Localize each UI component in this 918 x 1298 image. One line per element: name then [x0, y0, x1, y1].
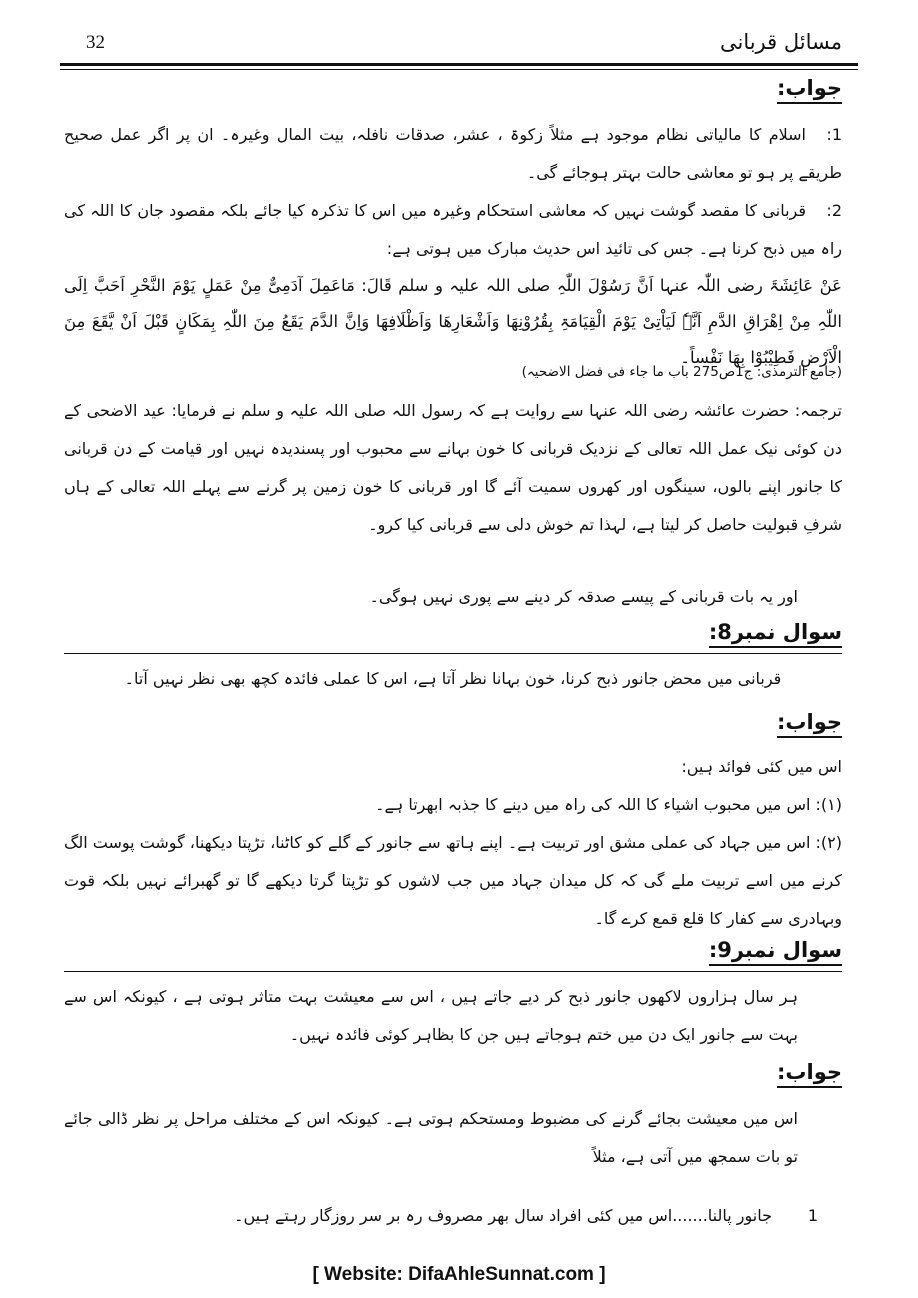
- item-text: قربانی کا مقصد گوشت نہیں کہ معاشی استحکام وغیرہ میں اس کا تذکرہ کیا جائے بلکہ مقصود جان کا اللہ کی راہ میں ذبح کرنا ہے۔ جس کی تائید اس حدیث مبارک میں ہوتی ہے:: [64, 201, 842, 258]
- item-number: 2:: [826, 201, 842, 220]
- answer-heading: جواب:: [777, 76, 842, 104]
- question-rule: [64, 653, 842, 654]
- question-8-heading: سوال نمبر8:: [709, 620, 842, 648]
- item-number: (۲):: [815, 833, 842, 852]
- answer-item: [64, 786, 842, 824]
- answer-item: [64, 116, 842, 192]
- question-9-text: ہر سال ہزاروں لاکھوں جانور ذبح کر دیے جاتے ہیں ، اس سے معیشت بہت متاثر ہوتی ہے ، کیونکہ اس سے بہت سے جانور ایک دن میں ختم ہوجاتے ہیں جن کا بظاہر کوئی فائدہ نہیں۔: [64, 987, 798, 1044]
- item-number: 1: [807, 1206, 818, 1225]
- answer-closing: اور یہ بات قربانی کے پیسے صدقہ کر دینے سے پوری نہیں ہوگی۔: [369, 587, 798, 606]
- question-8-text: قربانی میں محض جانور ذبح کرنا، خون بہانا نظر آتا ہے، اس کا عملی فائدہ کچھ بھی نظر نہیں آتا۔: [124, 669, 782, 688]
- item-text: جانور پالنا.......اس میں کئی افراد سال بھر مصروف رہ بر سر روزگار رہتے ہیں۔: [234, 1206, 772, 1225]
- answer-item: [64, 824, 842, 938]
- website-footer: [ Website: DifaAhleSunnat.com ]: [312, 1264, 606, 1285]
- question-9-heading: سوال نمبر9:: [709, 938, 842, 966]
- hadith-translation: ترجمہ: حضرت عائشہ رضی اللہ عنہا سے روایت ہے کہ رسول اللہ صلی اللہ علیہ و سلم نے فرمایا: عید الاضحی کے دن کوئی نیک عمل اللہ تعالی کے نزدیک قربانی کا خون بہانے سے محبوب اور پسندیدہ نہیں اور قیامت کے دن قربانی کا جانور اپنے بالوں، سینگوں اور کھروں سمیت آئے گا اور قربانی کا خون زمین پر گرنے سے پہلے اللہ تعالی کے ہاں شرفِ قبولیت حاصل کر لیتا ہے، لہذا تم خوش دلی سے قربانی کیا کرو۔: [64, 401, 842, 534]
- item-number: (۱):: [815, 795, 842, 814]
- item-number: 1:: [826, 125, 842, 144]
- answer-heading: جواب:: [777, 1060, 842, 1088]
- hadith-text: عَنْ عَائِشَۃَ رضی اللّٰہ عنہا اَنَّ رَسُوْلَ اللّٰہِ صلی اللہ علیہ و سلم قَالَ: مَاعَمِلَ آدَمِیٌّ مِنْ عَمَلٍ یَوْمَ النَّحْرِ اَحَبَّ اِلَی اللّٰہِ مِنْ اِھْرَاقِ الدَّمِ اَنَّہٗ لَیَاْتِیْ یَوْمَ الْقِیَامَۃِ بِقُرُوْنِھَا وَاَشْعَارِھَا وَاَظْلَافِھَا وَاِنَّ الدَّمَ یَقَعُ مِنَ اللّٰہِ بِمَکَانٍ قَبْلَ اَنْ یَّقَعَ مِنَ الْاَرْضِ فَطِیْبُوْا بِھَا نَفْساً۔: [64, 276, 842, 367]
- answer-heading: جواب:: [777, 710, 842, 738]
- header-rule: [60, 63, 858, 66]
- answer-item: [64, 192, 842, 268]
- page-number: 32: [86, 32, 105, 53]
- hadith-citation: (جامع الترمذی: ج1ص275 باب ما جاء فی فضل الاضحیہ): [521, 364, 842, 380]
- answer-item: [234, 1206, 818, 1225]
- item-text: اس میں محبوب اشیاء کا اللہ کی راہ میں دینے کا جذبہ ابھرتا ہے۔: [375, 795, 811, 814]
- answer-9-text: اس میں معیشت بجائے گرنے کی مضبوط ومستحکم ہوتی ہے۔ کیونکہ اس کے مختلف مراحل پر نظر ڈالی جائے تو بات سمجھ میں آتی ہے، مثلاً: [64, 1109, 798, 1166]
- answer-intro: اس میں کئی فوائد ہیں:: [681, 757, 842, 776]
- item-text: اسلام کا مالیاتی نظام موجود ہے مثلاً زکوۃ ، عشر، صدقات نافلہ، بیت المال وغیرہ۔ ان پر اگر عمل صحیح طریقے پر ہو تو معاشی حالت بہتر ہوجائے گی۔: [64, 125, 842, 182]
- question-rule: [64, 971, 842, 972]
- book-title: مسائل قربانی: [719, 30, 842, 54]
- item-text: اس میں جہاد کی عملی مشق اور تربیت ہے۔ اپنے ہاتھ سے جانور کے گلے کو کاٹنا، تڑپتا دیکھنا، گوشت پوست الگ کرنے میں اسے تربیت ملے گی کہ کل میدان جہاد میں جب لاشوں کو تڑپتا گرتا دیکھے گا تو گھبرائے نہیں بلکہ قوت وبہادری سے کفار کا قلع قمع کرے گا۔: [64, 833, 842, 928]
- header-rule-thin: [60, 69, 858, 70]
